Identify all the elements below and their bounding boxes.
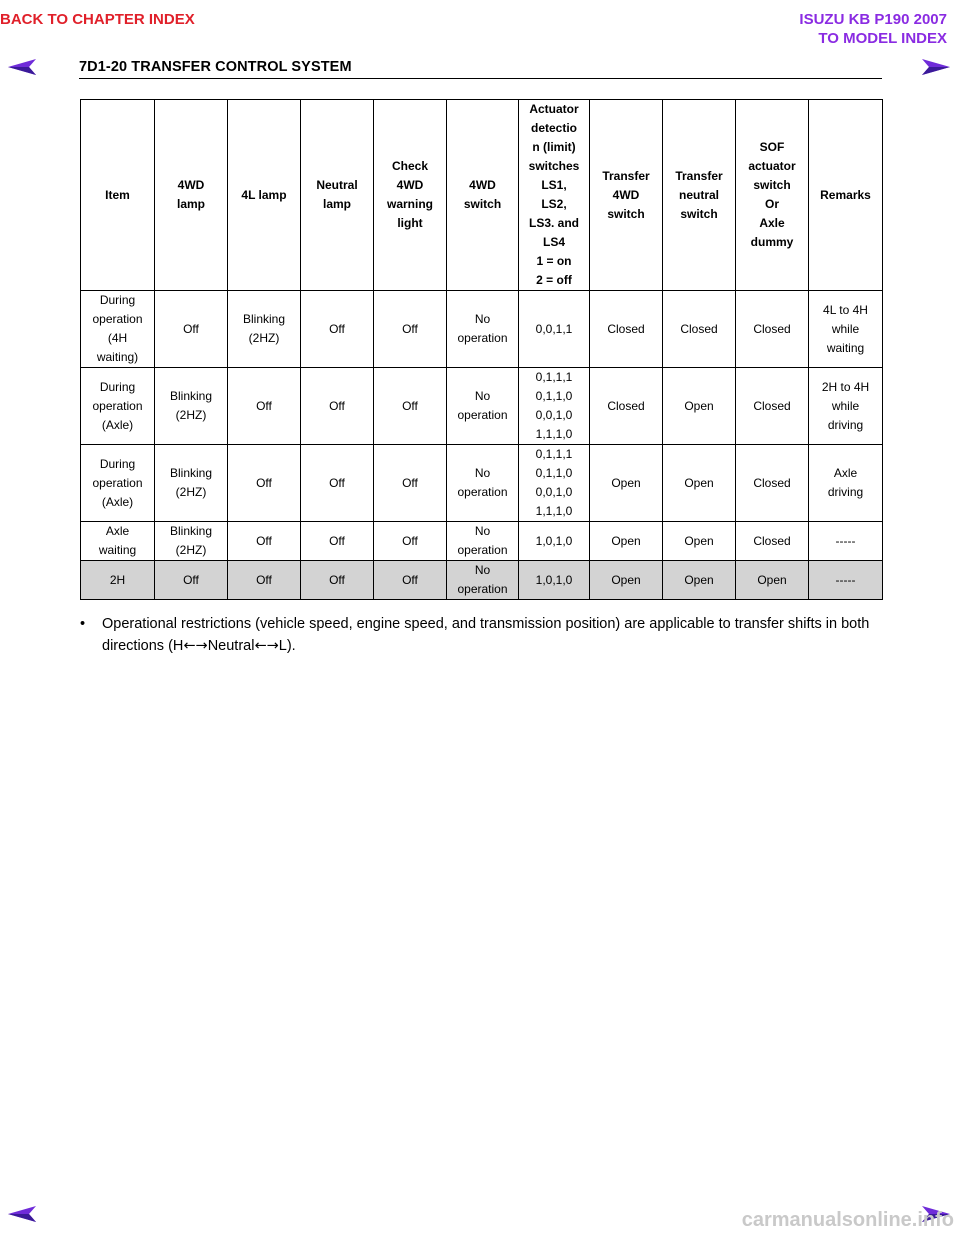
table-cell: Closed (590, 291, 663, 368)
table-cell: 2H to 4H while driving (809, 368, 883, 445)
header-cell: Transfer neutral switch (663, 100, 736, 291)
header-divider (79, 78, 882, 79)
bidirectional-arrow-icon: ←→ (254, 638, 279, 654)
transfer-status-table (80, 99, 883, 600)
table-cell: ----- (809, 522, 883, 561)
table-cell: Closed (736, 291, 809, 368)
table-cell: No operation (447, 561, 519, 600)
header-cell: Remarks (809, 100, 883, 291)
table-cell: Off (301, 368, 374, 445)
table-cell: During operation (Axle) (81, 445, 155, 522)
table-cell: Off (374, 368, 447, 445)
table-cell: Closed (590, 368, 663, 445)
table-cell: Off (301, 522, 374, 561)
note-text (102, 613, 885, 657)
header-cell: Item (81, 100, 155, 291)
table-cell: Open (663, 445, 736, 522)
table-cell: 4L to 4H while waiting (809, 291, 883, 368)
table-cell: Open (736, 561, 809, 600)
table-cell: Axle waiting (81, 522, 155, 561)
table-cell: Off (301, 561, 374, 600)
table-cell: 1,0,1,0 (519, 561, 590, 600)
model-title-link[interactable]: ISUZU KB P190 2007 (799, 11, 947, 28)
table-cell: 0,0,1,1 (519, 291, 590, 368)
header-cell: Actuator detectio n (limit) switches LS1, LS2, LS3. and LS4 1 = on 2 = off (519, 100, 590, 291)
table-cell: Open (590, 522, 663, 561)
table-row (81, 291, 883, 368)
header-cell: Check 4WD warning light (374, 100, 447, 291)
header-cell: 4WD switch (447, 100, 519, 291)
back-to-chapter-index-link[interactable]: BACK TO CHAPTER INDEX (0, 11, 195, 28)
table-cell: Off (228, 561, 301, 600)
table-row (81, 368, 883, 445)
table-cell: 0,1,1,1 0,1,1,0 0,0,1,0 1,1,1,0 (519, 445, 590, 522)
table-cell: Off (301, 291, 374, 368)
table-row-highlighted (81, 561, 883, 600)
table-cell: No operation (447, 368, 519, 445)
header-cell: 4L lamp (228, 100, 301, 291)
table-cell: Off (301, 445, 374, 522)
table-cell: ----- (809, 561, 883, 600)
table-cell: Off (228, 522, 301, 561)
header-cell: Transfer 4WD switch (590, 100, 663, 291)
table-cell: Blinking (2HZ) (155, 368, 228, 445)
table-cell: Closed (663, 291, 736, 368)
table-cell: Off (374, 291, 447, 368)
table-cell: 2H (81, 561, 155, 600)
table-cell: Off (155, 291, 228, 368)
table-cell: Axle driving (809, 445, 883, 522)
table-cell: Off (155, 561, 228, 600)
table-cell: Open (663, 368, 736, 445)
table-cell: Off (374, 522, 447, 561)
table-cell: No operation (447, 291, 519, 368)
table-cell: Blinking (2HZ) (155, 522, 228, 561)
table-cell: Closed (736, 445, 809, 522)
note-text-middle: Neutral (207, 638, 255, 654)
bullet-icon: • (80, 616, 86, 632)
header-cell: SOF actuator switch Or Axle dummy (736, 100, 809, 291)
table-row (81, 522, 883, 561)
header-cell: Neutral lamp (301, 100, 374, 291)
table-cell: Open (590, 561, 663, 600)
table-cell: Open (663, 561, 736, 600)
note-text-after: L). (278, 638, 296, 654)
note-text-before: Operational restrictions (vehicle speed, engine speed, and transmission position) are applicable to transfer shifts in both directions (H (102, 616, 870, 654)
previous-page-left-arrow-icon[interactable] (8, 1206, 36, 1222)
table-cell: Open (590, 445, 663, 522)
table-header-row (81, 100, 883, 291)
header-cell: 4WD lamp (155, 100, 228, 291)
to-model-index-link[interactable]: TO MODEL INDEX (818, 30, 947, 47)
table-cell: Off (228, 368, 301, 445)
previous-page-left-arrow-icon[interactable] (8, 59, 36, 75)
table-cell: Off (374, 561, 447, 600)
watermark: carmanualsonline.info (741, 1209, 954, 1231)
table-cell: 1,0,1,0 (519, 522, 590, 561)
table-cell: During operation (Axle) (81, 368, 155, 445)
table-cell: Blinking (2HZ) (155, 445, 228, 522)
table-cell: Off (228, 445, 301, 522)
table-cell: No operation (447, 522, 519, 561)
next-page-right-arrow-icon[interactable] (922, 59, 950, 75)
table-cell: 0,1,1,1 0,1,1,0 0,0,1,0 1,1,1,0 (519, 368, 590, 445)
table-cell: No operation (447, 445, 519, 522)
table-cell: Open (663, 522, 736, 561)
bidirectional-arrow-icon: ←→ (183, 638, 208, 654)
table-cell: During operation (4H waiting) (81, 291, 155, 368)
section-title: 7D1-20 TRANSFER CONTROL SYSTEM (79, 59, 352, 75)
table-cell: Closed (736, 368, 809, 445)
table-row (81, 445, 883, 522)
table-cell: Closed (736, 522, 809, 561)
table-cell: Blinking (2HZ) (228, 291, 301, 368)
table-cell: Off (374, 445, 447, 522)
